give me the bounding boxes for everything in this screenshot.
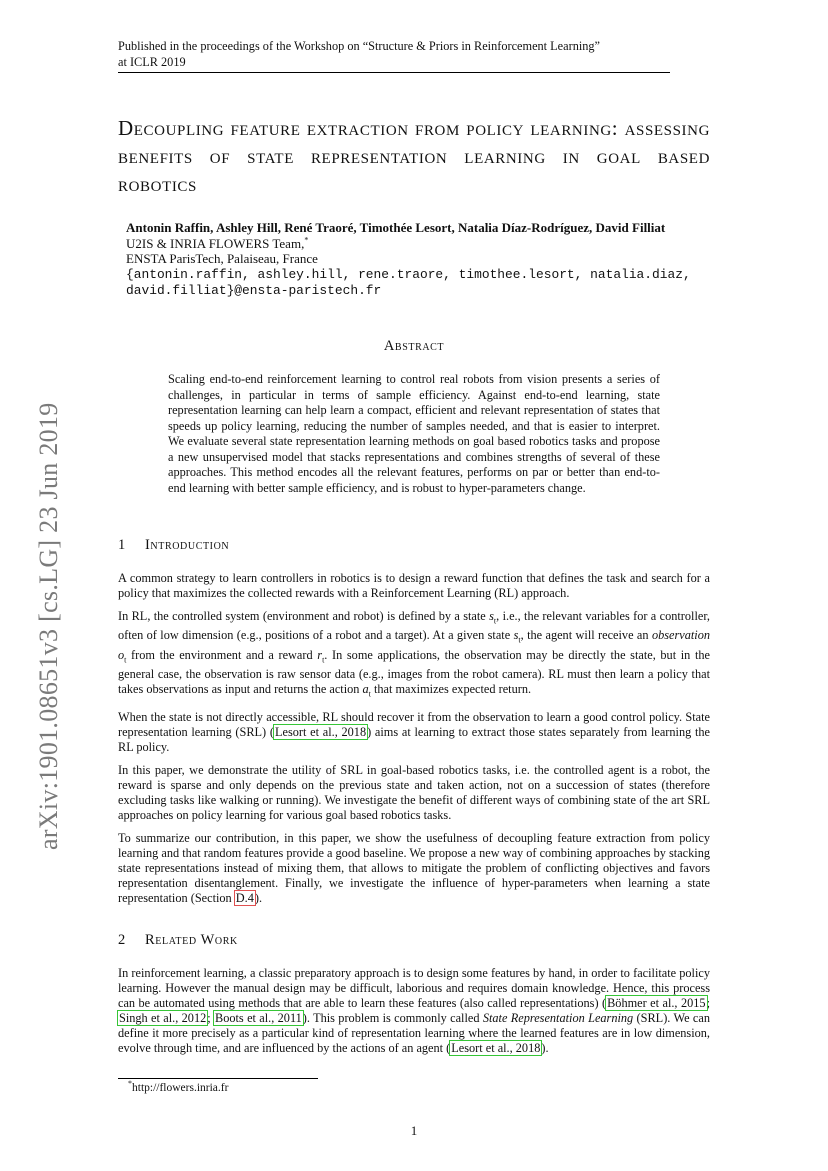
section-2-title: Related Work (145, 932, 238, 948)
intro-paragraph-4: In this paper, we demonstrate the utility of SRL in goal-based robotics tasks, i.e. the controlled agent is a robot, the reward is sparse and only depends on the previous state and taken action, not on a succession of states (therefore excluding tasks like walking or running). We investigate the benefit of different ways of combining state of the art SRL approaches on policy learning for various goal based robotics tasks. (118, 762, 710, 822)
intro-paragraph-3: When the state is not directly accessible, RL should recover it from the observation to learn a good control policy. State representation learning (SRL) (Lesort et al., 2018) aims at learning to extract those states separately from learning the RL policy. (118, 709, 710, 754)
section-1-title: Introduction (145, 537, 230, 553)
citation-link[interactable]: Lesort et al., 2018 (451, 1041, 541, 1055)
footnote (128, 1079, 229, 1094)
page-number: 1 (410, 1123, 418, 1138)
intro-paragraph-5: To summarize our contribution, in this paper, we show the usefulness of decoupling feature extraction from policy learning and that random features provide a good baseline. We propose a new way of combining approaches by stacking state representations instead of mixing them, that allows to mitigate the problem of conflicting objectives and favors representation disentanglement. Finally, we investigate the influence of hyper-parameters when learning a state representation (Section D.4). (118, 830, 710, 905)
section-2-body (118, 966, 710, 1064)
footnote-rule (118, 1078, 318, 1079)
citation-link[interactable]: Böhmer et al., 2015 (607, 996, 706, 1010)
affiliation-line-2: ENSTA ParisTech, Palaiseau, France (126, 251, 318, 266)
related-work-paragraph-1: In reinforcement learning, a classic preparatory approach is to design some features by hand, in order to facilitate policy learning. However the manual design may be difficult, laborious and requires domain knowledge. Hence, this process can be automated using methods that are able to learn these features (also called representations) (Böhmer et al., 2015; Singh et al., 2012; Boots et al., 2011). This problem is commonly called State Representation Learning (SRL). We can define it more precisely as a particular kind of representation learning where the learned features are in low dimension, evolve through time, and are influenced by the actions of an agent (Lesort et al., 2018). (118, 966, 710, 1055)
section-2-number: 2 (118, 932, 126, 948)
paper-title: Decoupling feature extraction from policy learning: assessing benefits of state representation learning in goal based robotics (118, 116, 710, 196)
section-1-number: 1 (118, 537, 126, 553)
footnote-url[interactable]: http://flowers.inria.fr (132, 1082, 229, 1094)
citation-link[interactable]: Lesort et al., 2018 (274, 724, 367, 739)
footnote-mark: * (128, 1079, 132, 1089)
intro-paragraph-2: In RL, the controlled system (environment and robot) is defined by a state $s_t$, i.e., the relevant variables for a controller, often of low dimension (e.g., positions of a robot and a target). At a given state $s_t$, the agent will receive an observation $o_t$ from the environment and a reward $r_t$. In some applications, the observation may be directly the state, but in the general case, the observation is raw sensor data (e.g., images from the robot camera). RL must then learn a policy that takes observations as input and returns the action $a_t$ that maximizes expected return. (118, 609, 711, 699)
header-line-1: Published in the proceedings of the Workshop on “Structure & Priors in Reinforcement Learning” (118, 39, 601, 53)
affiliation-footnote-mark[interactable]: * (304, 235, 309, 245)
citation-link[interactable]: Singh et al., 2012 (119, 1011, 207, 1025)
arxiv-stamp: arXiv:1901.08651v3 [cs.LG] 23 Jun 2019 (34, 402, 63, 850)
running-header (118, 38, 670, 73)
section-1-heading (118, 537, 229, 554)
header-line-2: at ICLR 2019 (118, 55, 186, 69)
author-emails-line-2: david.filliat}@ensta-paristech.fr (126, 283, 382, 298)
author-block (126, 220, 746, 300)
abstract-text: Scaling end-to-end reinforcement learning to control real robots from vision presents a series of challenges, in particular in terms of sample efficiency. Against end-to-end learning, state representation learning can help learn a compact, efficient and relevant representation of states that speeds up policy learning, reducing the number of samples needed, and that is easier to interpret. We evaluate several state representation learning methods on goal based robotics tasks and propose a new unsupervised model that stacks representations and combines strengths of several of these approaches. This method encodes all the relevant features, performs on par or better than end-to-end learning with better sample efficiency, and is robust to hyper-parameters change. (168, 372, 660, 495)
abstract-heading: Abstract (383, 338, 445, 354)
section-1-body (118, 571, 710, 914)
section-reference-link[interactable]: D.4 (235, 890, 254, 905)
citation-link[interactable]: Boots et al., 2011 (215, 1011, 302, 1025)
affiliation-line-1: U2IS & INRIA FLOWERS Team,* (126, 235, 309, 251)
author-emails-line-1: {antonin.raffin, ashley.hill, rene.traore, timothee.lesort, natalia.diaz, (126, 266, 691, 282)
author-names: Antonin Raffin, Ashley Hill, René Traoré, Timothée Lesort, Natalia Díaz-Rodríguez, David Filliat (126, 220, 666, 235)
section-2-heading (118, 932, 238, 949)
intro-paragraph-1: A common strategy to learn controllers in robotics is to design a reward function that defines the task and search for a policy that maximizes the collected rewards with a Reinforcement Learning (RL) approach. (118, 571, 710, 600)
